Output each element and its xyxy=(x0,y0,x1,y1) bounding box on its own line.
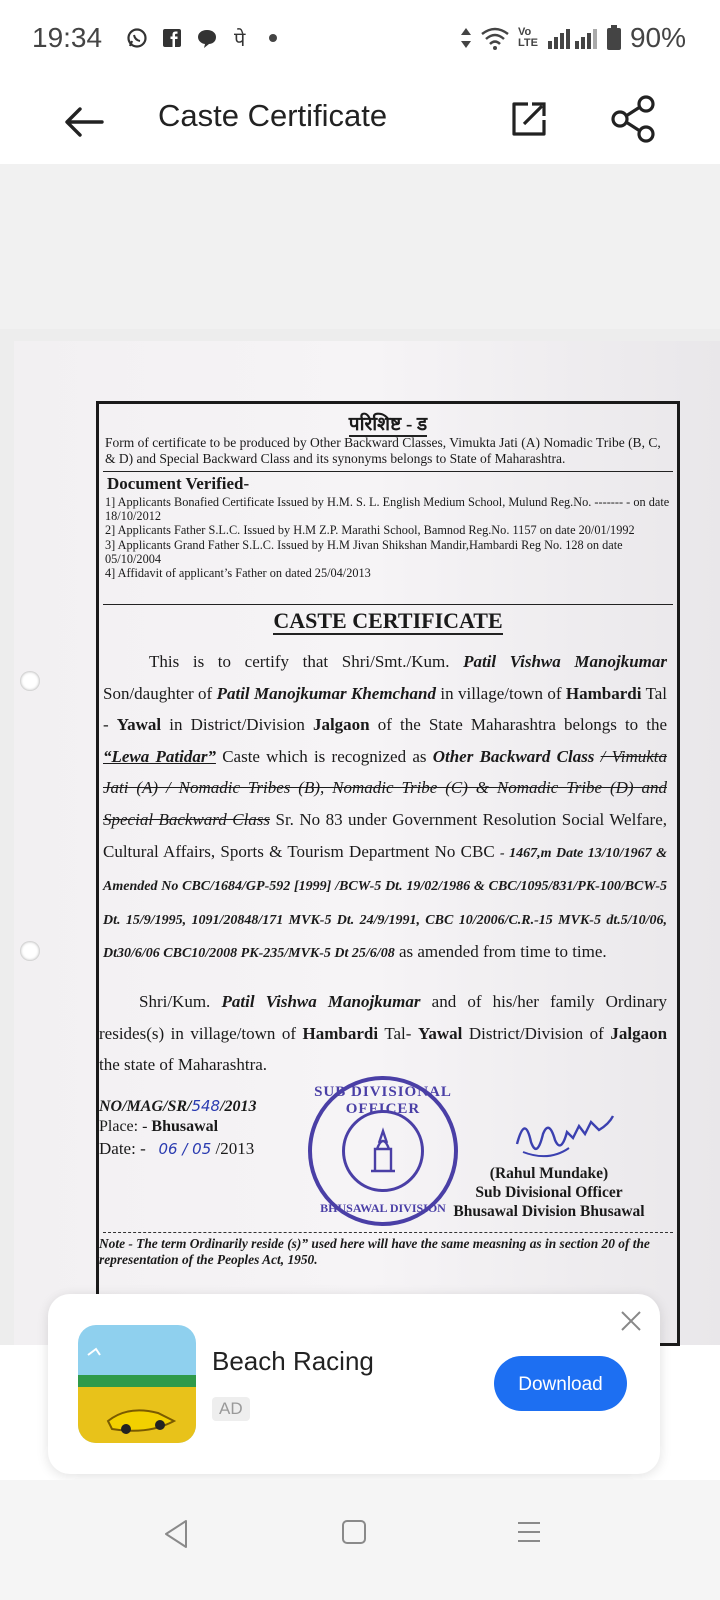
caste-name: “Lewa Patidar” xyxy=(103,746,216,766)
punch-hole xyxy=(20,941,40,961)
share-icon[interactable] xyxy=(608,94,658,144)
page-title: Caste Certificate xyxy=(158,98,388,133)
ad-banner[interactable] xyxy=(48,1294,660,1474)
status-bar xyxy=(0,0,720,80)
district-name: Jalgaon xyxy=(312,715,370,735)
verified-item: 4] Affidavit of applicant’s Father on dated 25/04/2013 xyxy=(105,566,371,581)
signature xyxy=(509,1104,619,1164)
footnote: Note - The term Ordinarily reside (s)” used here will have the same measning as in section 20 of the representation of the Peoples Act, 1950. xyxy=(99,1236,650,1267)
documents-verified-title: Document Verified- xyxy=(107,474,250,493)
data-arrows-icon xyxy=(460,26,472,50)
verified-item: 1] Applicants Bonafied Certificate Issued by H.M. S. L. English Medium School, Mulund Reg.No. ------- - on date 18/10/2012 xyxy=(105,495,670,524)
reference-block xyxy=(99,1096,257,1159)
form-description: Form of certificate to be produced by Other Backward Classes, Vimukta Jati (A) Nomadic Tribe (B, C, & D) and Special Backward Class and its synonyms belongs to State of Maharashtra. xyxy=(105,435,661,466)
back-arrow-icon[interactable] xyxy=(58,96,110,148)
document-top-margin xyxy=(0,164,720,329)
status-right xyxy=(460,22,686,54)
resolution-refs: - 1467,m Date 13/10/1967 & Amended No CBC/1684/GP-592 [1999] /BCW-5 Dt. 19/02/1986 & CBC/1095/831/PK-100/BCW-5 Dt. 15/9/1995, 1091/20848/171 MVK-5 Dt. 24/9/1991, CBC 10/2006/C.R.-15 MVK-5 dt.5/10/06, Dt30/6/06 CBC10/2008 PK-235/MVK-5 Dt 25/6/08 xyxy=(103,845,667,962)
facebook-icon xyxy=(162,28,182,48)
signing-officer: (Rahul Mundake) Sub Divisional Officer Bhusawal Division Bhusawal xyxy=(453,1165,645,1220)
app-bar xyxy=(0,80,720,164)
nav-home-icon[interactable] xyxy=(342,1520,366,1544)
edit-icon[interactable] xyxy=(506,96,552,142)
wifi-icon xyxy=(480,26,510,50)
date: Date: - 06 / 05 /2013 xyxy=(99,1139,255,1158)
emblem-icon xyxy=(342,1110,424,1192)
village-name: Hambardi xyxy=(565,683,642,703)
punch-hole xyxy=(20,671,40,691)
phonepe-icon xyxy=(232,26,254,50)
place: Place: - Bhusawal xyxy=(99,1118,219,1135)
father-name: Patil Manojkumar Khemchand xyxy=(216,683,437,703)
system-nav-bar xyxy=(0,1480,720,1600)
ad-title[interactable]: Beach Racing xyxy=(212,1346,374,1376)
nav-menu-icon[interactable] xyxy=(516,1520,542,1544)
nav-back-icon[interactable] xyxy=(162,1518,190,1550)
ad-badge: AD xyxy=(212,1397,250,1421)
certificate-heading: CASTE CERTIFICATE xyxy=(273,608,503,633)
close-icon[interactable] xyxy=(618,1308,644,1334)
download-button[interactable]: Download xyxy=(494,1356,627,1411)
documents-verified-list xyxy=(105,495,673,580)
status-time: 19:34 xyxy=(32,22,103,53)
battery-percent: 90% xyxy=(629,22,686,53)
category-name: Other Backward Class xyxy=(432,746,595,766)
official-stamp: SUB DIVISIONAL OFFICER BHUSAWAL DIVISION xyxy=(308,1076,458,1226)
appendix-heading: परिशिष्ट - ड xyxy=(348,414,428,435)
certificate xyxy=(96,401,680,1346)
whatsapp-icon xyxy=(126,27,148,49)
divider xyxy=(103,604,673,605)
dot-icon xyxy=(268,33,278,43)
verified-item: 2] Applicants Father S.L.C. Issued by H.M Z.P. Marathi School, Bamnod Reg.No. 1157 on date 20/01/1992 xyxy=(105,523,635,538)
reference-number: NO/MAG/SR/548/2013 xyxy=(99,1097,257,1115)
notification-icons xyxy=(126,26,278,50)
signal-icon xyxy=(548,27,598,49)
applicant-name: Patil Vishwa Manojkumar xyxy=(463,652,667,671)
ad-thumbnail[interactable] xyxy=(78,1325,196,1443)
struck-text: / Vimukta Jati (A) / Nomadic Tribes (B), Nomadic Tribe (C) & Nomadic Tribe (D) and Special Backward Class xyxy=(103,746,668,829)
verified-item: 3] Applicants Grand Father S.L.C. Issued by H.M Jivan Shikshan Mandir,Hambardi Reg No. 128 on date 05/10/2004 xyxy=(105,537,623,566)
residence-para: Shri/Kum. Patil Vishwa Manojkumar and of his/her family Ordinary resides(s) in village/town of Hambardi Tal- Yawal District/Division of Jalgaon the state of Maharashtra. xyxy=(99,992,668,1074)
taluka-name: Yawal xyxy=(116,715,162,735)
battery-icon xyxy=(606,25,622,51)
certificate-body: This is to certify that Shri/Smt./Kum. Patil Vishwa Manojkumar Son/daughter of Patil Manojkumar Khemchand in village/town of Hambardi Tal - Yawal in District/Division Jalgaon of the State Maharashtra belongs to the “Lewa Patidar” Caste which is recognized as Other Backward Class / Vimukta Jati (A) / Nomadic Tribes (B), Nomadic Tribe (C) & Nomadic Tribe (D) and Special Backward Class Sr. No 83 under Government Resolution Social Welfare, Cultural Affairs, Sports & Tourism Department No CBC - 1467,m Date 13/10/1967 & Amended No CBC/1684/GP-592 [1999] /BCW-5 Dt. 19/02/1986 & CBC/1095/831/PK-100/BCW-5 Dt. 15/9/1995, 1091/20848/171 MVK-5 Dt. 24/9/1991, CBC 10/2006/C.R.-15 MVK-5 dt.5/10/06, Dt30/6/06 CBC10/2008 PK-235/MVK-5 Dt 25/6/08 as amended from time to time. xyxy=(103,652,668,962)
divider xyxy=(103,1232,673,1233)
divider xyxy=(103,471,673,472)
svg-text:पे: पे xyxy=(234,27,246,50)
chat-icon xyxy=(196,27,218,49)
volte-label: Vo LTE xyxy=(517,26,538,49)
